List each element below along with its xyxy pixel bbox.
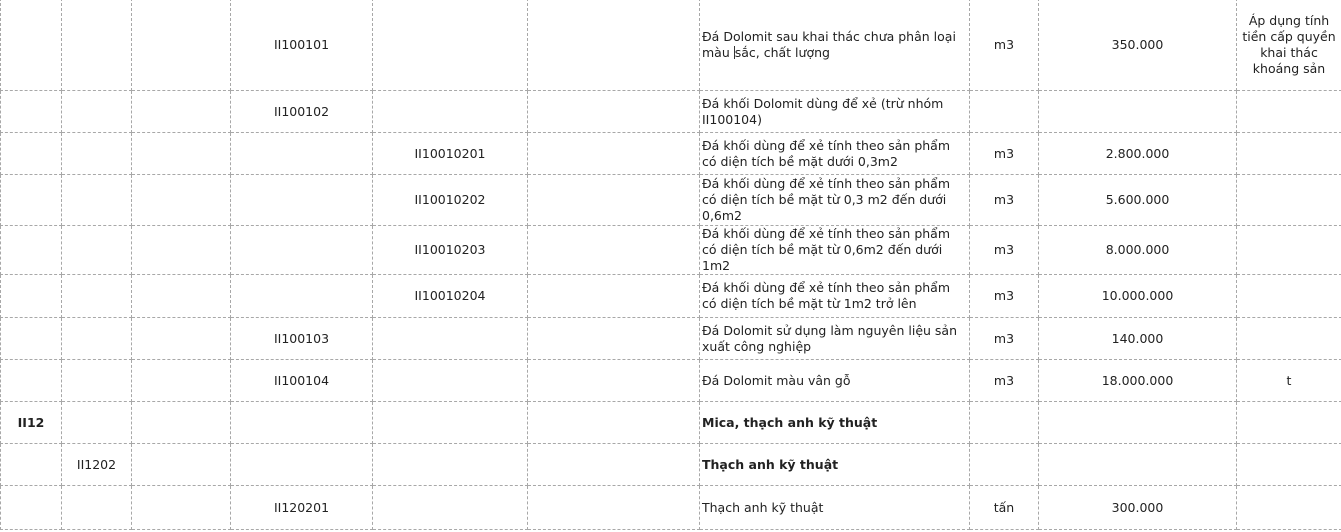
- price: [1039, 444, 1237, 486]
- unit: [970, 402, 1039, 444]
- unit: m3: [970, 0, 1039, 91]
- note: [1237, 486, 1341, 530]
- table-row: [1, 133, 1341, 175]
- price: 300.000: [1039, 486, 1237, 530]
- resource-name: Đá Dolomit sử dụng làm nguyên liệu sản xuất công nghiệp: [700, 318, 970, 360]
- unit: m3: [970, 226, 1039, 275]
- resource-name: Đá khối Dolomit dùng để xẻ (trừ nhóm II100104): [700, 91, 970, 133]
- table-row: [1, 275, 1341, 318]
- table-row: [1, 444, 1341, 486]
- level3-code: II100104: [231, 360, 373, 402]
- table-row: [1, 175, 1341, 226]
- resource-name: Đá khối dùng để xẻ tính theo sản phẩm có diện tích bề mặt từ 0,6m2 đến dưới 1m2: [700, 226, 970, 275]
- level1-code-cell: [1, 0, 62, 91]
- level4-code: II10010202: [373, 175, 528, 226]
- level4-code: II10010203: [373, 226, 528, 275]
- table-row: [1, 91, 1341, 133]
- note: t: [1237, 360, 1341, 402]
- price: 5.600.000: [1039, 175, 1237, 226]
- price: 8.000.000: [1039, 226, 1237, 275]
- level3-code-cell: [132, 0, 231, 91]
- table-row: [1, 486, 1341, 530]
- unit: [970, 91, 1039, 133]
- resource-name: Đá khối dùng để xẻ tính theo sản phẩm có diện tích bề mặt từ 0,3 m2 đến dưới 0,6m2: [700, 175, 970, 226]
- table-row: [1, 226, 1341, 275]
- resource-name-part: sắc, chất lượng: [734, 44, 830, 60]
- level4-code: II10010201: [373, 133, 528, 175]
- note: [1237, 133, 1341, 175]
- price: 10.000.000: [1039, 275, 1237, 318]
- level2-code: II1202: [62, 444, 132, 486]
- price: 18.000.000: [1039, 360, 1237, 402]
- price: 140.000: [1039, 318, 1237, 360]
- level3-code: II100101: [231, 0, 373, 91]
- resource-name: Đá khối dùng để xẻ tính theo sản phẩm có diện tích bề mặt dưới 0,3m2: [700, 133, 970, 175]
- table-row: [1, 402, 1341, 444]
- note: [1237, 91, 1341, 133]
- table-row: [1, 318, 1341, 360]
- level5-code-cell: [528, 0, 700, 91]
- note: Áp dụng tính tiền cấp quyền khai thác khoáng sản: [1237, 0, 1341, 91]
- price: 2.800.000: [1039, 133, 1237, 175]
- price: 350.000: [1039, 0, 1237, 91]
- unit: m3: [970, 318, 1039, 360]
- level4-code-cell: [373, 0, 528, 91]
- level2-code-cell: [62, 0, 132, 91]
- note: [1237, 226, 1341, 275]
- resource-name-part: Đá Dolomit sau khai thác chưa phân loại màu: [702, 28, 956, 60]
- table-row: [1, 360, 1341, 402]
- note: [1237, 318, 1341, 360]
- resource-name: Thạch anh kỹ thuật: [700, 486, 970, 530]
- level3-code: II120201: [231, 486, 373, 530]
- price: [1039, 402, 1237, 444]
- subgroup-name: Thạch anh kỹ thuật: [700, 444, 970, 486]
- level3-code: II100103: [231, 318, 373, 360]
- price: [1039, 91, 1237, 133]
- unit: tấn: [970, 486, 1039, 530]
- table-row: [1, 0, 1341, 91]
- unit: m3: [970, 175, 1039, 226]
- note: [1237, 444, 1341, 486]
- level3-code: II100102: [231, 91, 373, 133]
- unit: [970, 444, 1039, 486]
- note: [1237, 175, 1341, 226]
- note: [1237, 275, 1341, 318]
- resource-name: Đá khối dùng để xẻ tính theo sản phẩm có diện tích bề mặt từ 1m2 trở lên: [700, 275, 970, 318]
- resource-name: [700, 0, 970, 91]
- unit: m3: [970, 133, 1039, 175]
- note: [1237, 402, 1341, 444]
- group-name: Mica, thạch anh kỹ thuật: [700, 402, 970, 444]
- level1-code: II12: [1, 402, 62, 444]
- unit: m3: [970, 275, 1039, 318]
- resource-name: Đá Dolomit màu vân gỗ: [700, 360, 970, 402]
- unit: m3: [970, 360, 1039, 402]
- level4-code: II10010204: [373, 275, 528, 318]
